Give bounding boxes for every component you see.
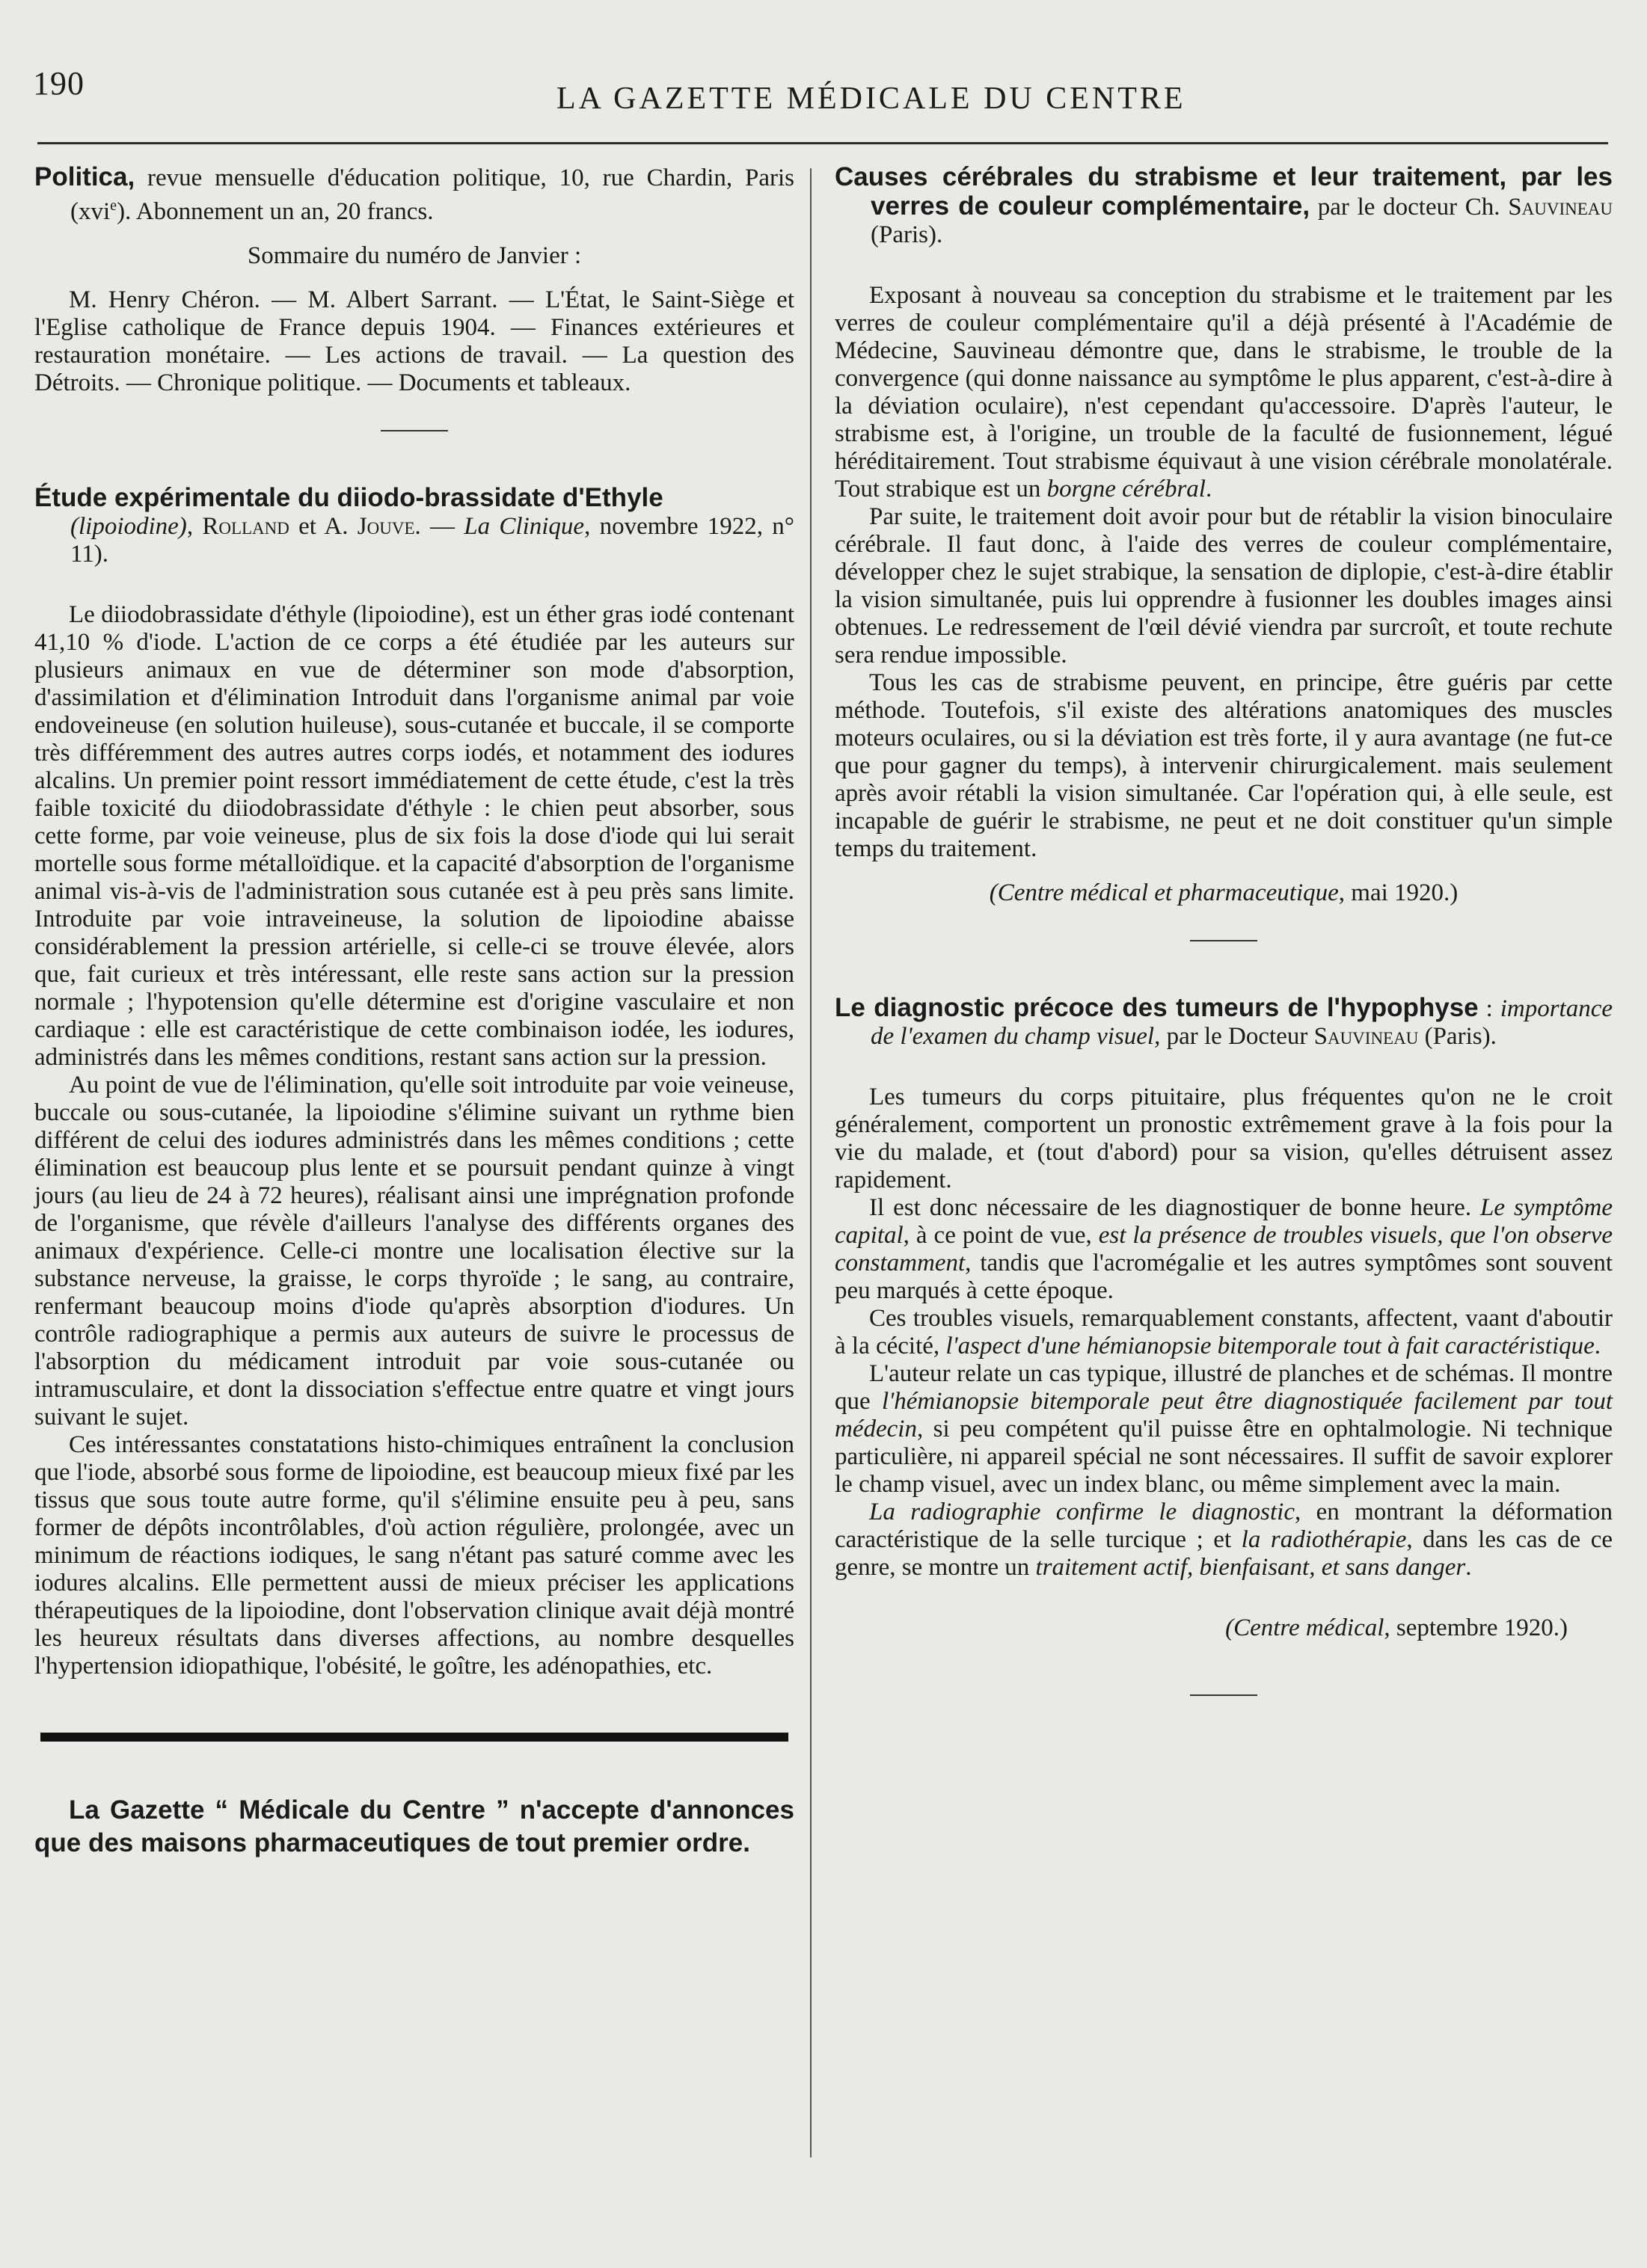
politica-notice: Politica, revue mensuelle d'éducation politique, 10, rue Chardin, Paris (xvi$^e$). Abonnement un an, 20 francs. xyxy=(34,162,794,225)
article-paragraph: Par suite, le traitement doit avoir pour but de rétablir la vision binoculaire cérébrale. Il faut donc, à l'aide des verres de couleur complémentaire, développer chez le sujet strabique, la sensation de diplopie, c'est-à-dire établir la vision simultanée, puis lui opprendre à fusionner les doubles images ainsi obtenues. Le redressement de l'œil dévié viendra par surcroît, et toute rechute sera rendue impossible. xyxy=(835,503,1613,669)
politica-name: Politica, xyxy=(34,162,135,191)
article-source: (Centre médical et pharmaceutique, mai 1920.) xyxy=(989,879,1459,906)
author-name: Jouve xyxy=(357,513,415,540)
article-heading-lipoiodine: Étude expérimentale du diiodo-brassidate d'Ethyle (lipoiodine), Rolland et A. Jouve. — La Clinique, novembre 1922, n° 11). xyxy=(34,483,794,568)
article-title: Étude expérimentale du diiodo-brassidate d'Ethyle xyxy=(34,483,663,512)
sommaire-contents: M. Henry Chéron. — M. Albert Sarrant. — L'État, le Saint-Siège et l'Eglise catholique de France depuis 1904. — Finances extérieures et restauration monétaire. — Les actions de travail. — La question des Détroits. — Chronique politique. — Documents et tableaux. xyxy=(34,286,794,396)
advertising-notice: La Gazette “ Médicale du Centre ” n'accepte d'annonces que des maisons pharmaceutiques de tout premier ordre. xyxy=(34,1795,794,1857)
article-paragraph: Le diiodobrassidate d'éthyle (lipoiodine), est un éther gras iodé contenant 41,10 % d'iode. L'action de ce corps a été étudiée par les auteurs sur plusieurs animaux en vue de déterminer son mode d'absorption, d'assimilation et d'élimination Introduit dans l'organisme animal par voie endoveineuse (en solution huileuse), sous-cutanée et buccale, il se comporte très différemment des autres autres corps iodés, et notamment des iodures alcalins. Un premier point ressort immédiatement de cette étude, c'est la très faible toxicité du diiodobrassidate d'éthyle : le chien peut absorber, sous cette forme, par voie veineuse, plus de six fois la dose d'iode qui lui serait mortelle sous forme métalloïdique. et la capacité d'absorption de l'organisme animal vis-à-vis de l'administration sous cutanée est à peu près sans limite. Introduite par voie intraveineuse, la solution de lipoiodine abaisse considérablement la pression artérielle, si celle-ci se trouve élevée, alors que, fait curieux et très intéressant, elle reste sans action sur la pression normale ; l'hypotension qu'elle détermine est d'origine vasculaire et non cardiaque : elle est caractéristique de cette combinaison iodée, les iodures, administrés dans les mêmes conditions, restant sans action sur la pression. xyxy=(34,601,794,1071)
article-paragraph: L'auteur relate un cas typique, illustré de planches et de schémas. Il montre que l'hémianopsie bitemporale peut être diagnostiquée facilement par tout médecin, si peu compétent qu'il puisse être en ophtalmologie. Ni technique particulière, ni appareil spécial ne sont nécessaires. Il suffit de savoir explorer le champ visuel, avec un index blanc, ou même simplement avec la main. xyxy=(835,1360,1613,1498)
page-number: 190 xyxy=(33,65,85,102)
source-journal: La Clinique xyxy=(464,513,585,540)
sommaire-heading: Sommaire du numéro de Janvier : xyxy=(247,242,582,269)
article-paragraph: Exposant à nouveau sa conception du strabisme et le traitement par les verres de couleur complémentaire qu'il a déjà présenté à l'Académie de Médecine, Sauvineau démontre que, dans le strabisme, le trouble de la convergence (qui donne naissance au symptôme le plus apparent, c'est-à-dire à la déviation oculaire), n'est cependant qu'accessoire. D'après l'auteur, le strabisme est, à l'origine, un trouble de la faculté de fusionnement, légué héréditairement. Tout strabisme équivaut à une vision cérébrale monolatérale. Tout strabique est un borgne cérébral. xyxy=(835,282,1613,503)
article-paragraph: Au point de vue de l'élimination, qu'elle soit introduite par voie veineuse, buccale ou sous-cutanée, la lipoiodine s'élimine suivant un rythme bien différent de celui des iodures administrés dans les mêmes conditions ; cette élimination est beaucoup plus lente et se poursuit pendant quinze à vingt jours (au lieu de 24 à 72 heures), réalisant ainsi une imprégnation profonde de l'organisme, que révèle d'ailleurs l'analyse des différents organes des animaux d'expérience. Celle-ci montre une localisation élective sur la substance nerveuse, la graisse, le corps thyroïde ; le sang, au contraire, renfermant beaucoup moins d'iode qu'après absorption d'iodures. Un contrôle radiographique a permis aux auteurs de suivre le processus de l'absorption du médicament introduit par voie sous-cutanée ou intramusculaire, et dont la dissociation s'effectue entre quatre et vingt jours suivant le sujet. xyxy=(34,1072,794,1430)
article-paragraph: Ces intéressantes constatations histo-chimiques entraînent la conclusion que l'iode, absorbé sous forme de lipoiodine, est beaucoup mieux fixé par les tissus que sous toute autre forme, qu'il s'élimine ensuite peu à peu, sans former de dépôts incontrôlables, d'où action régulière, prolongée, avec un minimum de réactions iodiques, le sang n'étant pas saturé comme avec les iodures alcalins. Elle permettent aussi de mieux préciser les applications thérapeutiques de la lipoiodine, dont l'observation clinique avait déjà montré les heureux résultats dans diverses affections, au nombre desquelles l'hypertension idiopathique, l'obésité, le goître, les adénopathies, etc. xyxy=(34,1431,794,1680)
article-paragraph: Tous les cas de strabisme peuvent, en principe, être guéris par cette méthode. Toutefois, s'il existe des altérations anatomiques des muscles moteurs oculaires, ou si la déviation est très forte, il y aura avantage (ne fut-ce que pour gagner du temps), à intervenir chirurgicalement. mais seulement après avoir rétabli la vision simultanée. Car l'opération qui, à elle seule, est incapable de guérir le strabisme, ne peut et ne doit constituer qu'un simple temps du traitement. xyxy=(835,669,1613,862)
notice-rule xyxy=(40,1733,788,1742)
article-title: Causes cérébrales du strabisme et leur traitement, par les verres de couleur complémentaire, xyxy=(835,162,1613,221)
article-paragraph: La radiographie confirme le diagnostic, en montrant la déformation caractéristique de la selle turcique ; et la radiothérapie, dans les cas de ce genre, se montre un traitement actif, bienfaisant, et sans danger. xyxy=(835,1499,1613,1581)
page-header xyxy=(33,64,1611,124)
article-paragraph: Ces troubles visuels, remarquablement constants, affectent, vaant d'aboutir à la cécité, l'aspect d'une hémianopsie bitemporale tout à fait caractéristique. xyxy=(835,1305,1613,1359)
article-title: Le diagnostic précoce des tumeurs de l'hypophyse xyxy=(835,993,1479,1022)
author-name: Rolland xyxy=(202,513,289,540)
column-divider xyxy=(810,168,812,2157)
author-name: Sauvineau xyxy=(1508,194,1613,221)
author-name: Sauvineau xyxy=(1313,1023,1419,1050)
header-rule xyxy=(37,142,1608,144)
right-column xyxy=(835,163,1613,1696)
section-separator xyxy=(1190,1694,1257,1696)
article-paragraph: Il est donc nécessaire de les diagnostiquer de bonne heure. Le symptôme capital, à ce point de vue, est la présence de troubles visuels, que l'on observe constamment, tandis que l'acromégalie et les autres symptômes sont souvent peu marqués à cette époque. xyxy=(835,1194,1613,1304)
article-heading-strabisme: Causes cérébrales du strabisme et leur traitement, par les verres de couleur complémentaire, par le docteur Ch. Sauvineau (Paris). xyxy=(835,162,1613,248)
running-head: LA GAZETTE MÉDICALE DU CENTRE xyxy=(556,82,1186,116)
left-column xyxy=(34,163,794,1860)
article-paragraph: Les tumeurs du corps pituitaire, plus fréquentes qu'on ne le croit généralement, comportent un pronostic extrêmement grave à la fois pour la vie du malade, et (tout d'abord) pour sa vision, qu'elles détruisent assez rapidement. xyxy=(835,1084,1613,1193)
article-source: (Centre médical, septembre 1920.) xyxy=(1225,1614,1568,1641)
article-heading-hypophyse: Le diagnostic précoce des tumeurs de l'hypophyse : importance de l'examen du champ visuel, par le Docteur Sauvineau (Paris). xyxy=(835,993,1613,1050)
